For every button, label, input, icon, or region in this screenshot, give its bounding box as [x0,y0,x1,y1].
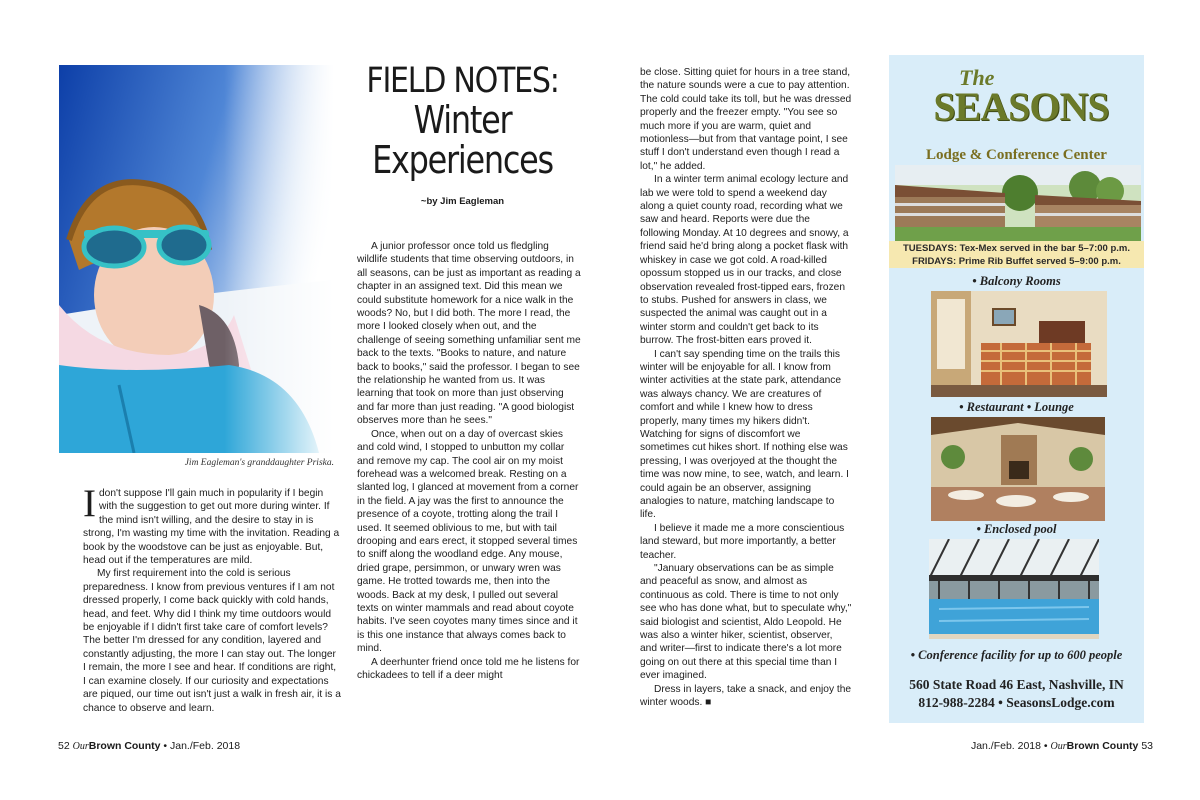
ad-subtitle: Lodge & Conference Center [926,147,1107,163]
article-column-3 [640,66,852,710]
article-column-2 [357,240,582,682]
magazine-name: Brown County [88,740,161,752]
issue-date: • Jan./Feb. 2018 [163,740,241,752]
paragraph: Once, when out on a day of overcast skies and cold wind, I stopped to unbutton my collar and remove my cap. The cool air on my moist forehead was a welcomed break. Resting on a slanted log, I glanced at movement from a corner in the field. A jay was the first to announce the presence of a coyote, trotting along the trail I used. It seemed oblivious to me, but with tail drooping and ears erect, it stopped several times to sniff along the woodland edge. Any mouse, dried grape, persimmon, or unwary wren was game. He trotted towards me, then into the woods. Back at my desk, I pulled out several texts on winter mammals and read about coyote habits. I've seen coyotes many times since and it is this one instance that always comes back to mind. [357,428,579,655]
specials-band [889,241,1144,268]
special-friday: FRIDAYS: Prime Rib Buffet served 5–9:00 p.m. [912,255,1121,267]
title-line-2: Winter [413,98,512,142]
title-line-3: Experiences [372,138,553,182]
drop-cap: I [83,482,96,525]
magazine-our: Our [72,741,89,752]
paragraph: "January observations can be as simple and peaceful as snow, and almost as continuous as cold. There is time to not only see who has done what, but to speculate why," said biologist and scientist, Aldo Leopold. He was also a winter hiker, scientist, observer, and writer—first to indicate there's a lot more going on out there at this special time than I ever imagined. [640,563,852,682]
amenity-enclosed-pool: • Enclosed pool [976,522,1057,536]
footer-left [58,740,240,752]
amenity-restaurant-lounge: • Restaurant • Lounge [959,400,1074,414]
amenity-balcony-rooms: • Balcony Rooms [972,274,1061,288]
photo-caption: Jim Eagleman's granddaughter Priska. [184,458,334,468]
seasons-lodge-ad [889,55,1144,723]
pool-image [929,539,1099,639]
logo-the: The [959,65,995,90]
paragraph: I can't say spending time on the trails this winter will be enjoyable for all. I know from winter activities at the state park, attendance was always chancy. We are creatures of comfort and while I knew how to dress properly, many times my hikers didn't. Watching for signs of discomfort we sometimes cut hikes short. If nothing else was pressing, I was overjoyed at the thought the time was now mine, to see, watch, and learn. I could again be an observer, assigning analogies to nature, matching landscape to life. [640,348,849,521]
ad-phone-website: 812-988-2284 • SeasonsLodge.com [918,695,1115,710]
paragraph: Dress in layers, take a snack, and enjoy the winter woods. ■ [640,683,852,709]
paragraph: be close. Sitting quiet for hours in a tree stand, the nature sounds were a cue to pay attention. The cold could take its toll, but he was dressed properly and the freezer empty. "You see so much more if you are warm, quiet and motionless—but from that vantage point, I see stuff I don't understand even though I read a lot," he added. [640,67,852,172]
paragraph: I believe it made me a more conscientious land steward, but more importantly, a better teacher. [640,522,845,561]
article-photo [59,65,334,453]
paragraph: A deerhunter friend once told me he listens for chickadees to tell if a deer might [357,656,580,681]
title-line-1: FIELD NOTES: [366,61,559,101]
lodge-building-image [895,165,1141,245]
conference-facility-text: • Conference facility for up to 600 people [910,648,1123,662]
balcony-room-image [931,291,1107,397]
byline: ~by Jim Eagleman [420,196,505,207]
paragraph-text: don't suppose I'll gain much in popularity if I begin with the suggestion to get out more during winter. If the mind isn't willing, and the desire to stay in is strong, I'm wasting my time with the invitation. Reading a book by the woodstove can be just as enjoyable. But, head out if the temperatures are mild. [83,488,340,567]
paragraph: My first requirement into the cold is serious preparedness. I know from previous ventures if I am not dressed properly, I come back quickly with cold hands, head, and feet. Why did I think my time outdoors would be enjoyable if I didn't first take care of comfort levels? The better I'm dressed for any condition, layered and constantly adjusting, the more I can stay out. The longer I remain, the more I see and hear. If conditions are right, I can examine closely. If our curiosity and expectations are piqued, our time out isn't just a walk in fresh air, it is a chance to observe and learn. [83,568,341,714]
article-column-1 [83,482,341,715]
article-title [345,62,580,180]
footer-right [971,740,1153,752]
logo-seasons: SEASONS [933,84,1109,129]
page-number: 52 [58,740,70,752]
special-tuesday: TUESDAYS: Tex-Mex served in the bar 5–7:00 p.m. [902,243,1131,254]
issue-date: Jan./Feb. 2018 • [970,740,1048,752]
ad-address: 560 State Road 46 East, Nashville, IN [909,677,1124,692]
paragraph [83,482,341,567]
magazine-our: Our [1050,741,1067,752]
restaurant-image [931,417,1105,521]
magazine-name: Brown County [1066,740,1139,752]
paragraph: A junior professor once told us fledgling wildlife students that time observing outdoors, in all seasons, can be just as important as reading a chapter in an assigned text. Did this mean we could substitute homework for a nice walk in the woods? No, but I did both. The more I read, the more I looked closely when out, and the challenge of seeing something unfamiliar sent me back to the texts. "Books to nature, and nature back to books," said the professor. I began to see the relationship he wanted from us. It was learning that took on more than just observing and far more than just reading. "A good biologist observes more than he sees." [357,241,581,427]
page-number: 53 [1141,740,1153,752]
paragraph: In a winter term animal ecology lecture and lab we were told to spend a weekend day along a quiet county road, recording what we saw and heard. Reports were due the following Monday. At 10 degrees and snowy, a friend said he'd bring along a pocket flask with whiskey in case we got cold. A road-killed opossum stopped us in our tracks, and close observation revealed frost-tipped ears, frozen to stubs. Pushed for answers in class, we suspected the animal was caught out in a winter storm and couldn't get back to its burrow. The frost-bitten ears proved it. [640,174,849,347]
